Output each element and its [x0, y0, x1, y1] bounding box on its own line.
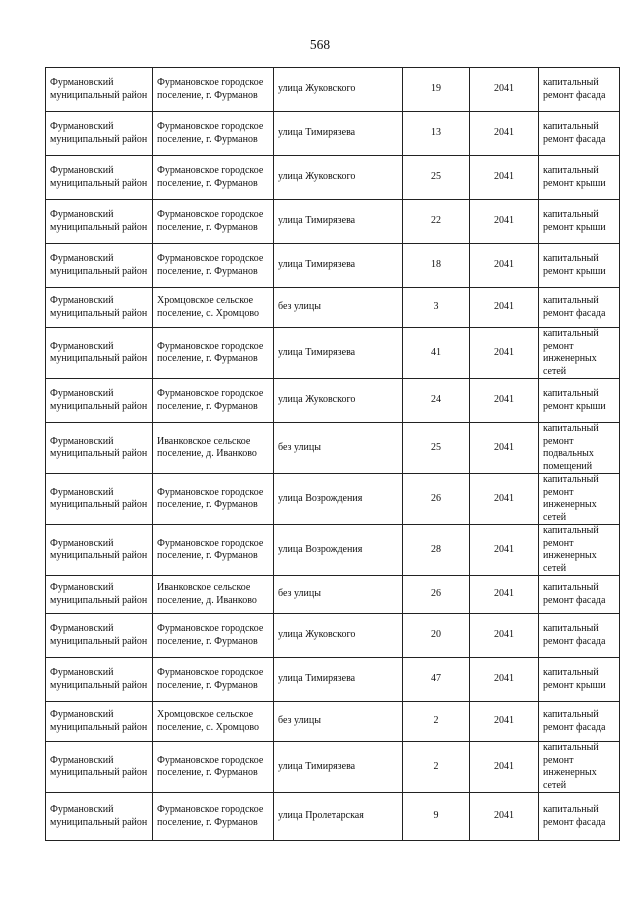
cell-year: 2041 [470, 156, 539, 200]
table-row [46, 200, 620, 244]
cell-house-number: 22 [403, 200, 470, 244]
cell-street: улица Пролетарская [274, 793, 403, 841]
cell-street: без улицы [274, 423, 403, 474]
cell-year: 2041 [470, 525, 539, 576]
cell-settlement: Фурмановское городское поселение, г. Фурманов [153, 474, 274, 525]
cell-work-type: капитальный ремонт фасада [539, 793, 620, 841]
cell-street: улица Возрождения [274, 525, 403, 576]
cell-work-type: капитальный ремонт крыши [539, 156, 620, 200]
cell-district: Фурмановский муниципальный район [46, 742, 153, 793]
cell-street: улица Жуковского [274, 614, 403, 658]
cell-work-type: капитальный ремонт фасада [539, 702, 620, 742]
cell-district: Фурмановский муниципальный район [46, 156, 153, 200]
table-row [46, 379, 620, 423]
cell-district: Фурмановский муниципальный район [46, 112, 153, 156]
cell-settlement: Фурмановское городское поселение, г. Фурманов [153, 112, 274, 156]
cell-year: 2041 [470, 742, 539, 793]
cell-district: Фурмановский муниципальный район [46, 379, 153, 423]
cell-year: 2041 [470, 702, 539, 742]
cell-house-number: 3 [403, 288, 470, 328]
cell-settlement: Фурмановское городское поселение, г. Фурманов [153, 328, 274, 379]
cell-year: 2041 [470, 288, 539, 328]
cell-year: 2041 [470, 112, 539, 156]
table-row [46, 112, 620, 156]
cell-house-number: 26 [403, 474, 470, 525]
cell-work-type: капитальный ремонт инженерных сетей [539, 474, 620, 525]
cell-year: 2041 [470, 200, 539, 244]
cell-district: Фурмановский муниципальный район [46, 328, 153, 379]
cell-year: 2041 [470, 576, 539, 614]
table-body [46, 68, 620, 841]
cell-work-type: капитальный ремонт фасада [539, 112, 620, 156]
cell-house-number: 20 [403, 614, 470, 658]
cell-settlement: Фурмановское городское поселение, г. Фурманов [153, 742, 274, 793]
cell-district: Фурмановский муниципальный район [46, 288, 153, 328]
cell-district: Фурмановский муниципальный район [46, 702, 153, 742]
cell-work-type: капитальный ремонт подвальных помещений [539, 423, 620, 474]
cell-street: улица Тимирязева [274, 200, 403, 244]
cell-work-type: капитальный ремонт крыши [539, 244, 620, 288]
table-row [46, 793, 620, 841]
cell-year: 2041 [470, 379, 539, 423]
cell-house-number: 2 [403, 742, 470, 793]
cell-year: 2041 [470, 614, 539, 658]
cell-street: улица Тимирязева [274, 328, 403, 379]
cell-year: 2041 [470, 68, 539, 112]
cell-settlement: Фурмановское городское поселение, г. Фурманов [153, 379, 274, 423]
cell-district: Фурмановский муниципальный район [46, 614, 153, 658]
cell-settlement: Фурмановское городское поселение, г. Фурманов [153, 200, 274, 244]
cell-settlement: Иванковское сельское поселение, д. Иванково [153, 423, 274, 474]
table-row [46, 474, 620, 525]
cell-year: 2041 [470, 423, 539, 474]
cell-house-number: 2 [403, 702, 470, 742]
cell-settlement: Фурмановское городское поселение, г. Фурманов [153, 658, 274, 702]
cell-district: Фурмановский муниципальный район [46, 423, 153, 474]
table-row [46, 576, 620, 614]
table-row [46, 702, 620, 742]
cell-year: 2041 [470, 658, 539, 702]
table-row [46, 525, 620, 576]
cell-district: Фурмановский муниципальный район [46, 200, 153, 244]
table-row [46, 156, 620, 200]
cell-work-type: капитальный ремонт фасада [539, 614, 620, 658]
cell-work-type: капитальный ремонт инженерных сетей [539, 742, 620, 793]
cell-year: 2041 [470, 244, 539, 288]
cell-district: Фурмановский муниципальный район [46, 474, 153, 525]
cell-house-number: 41 [403, 328, 470, 379]
repair-schedule-table [45, 67, 620, 841]
table-row [46, 244, 620, 288]
cell-street: улица Жуковского [274, 68, 403, 112]
cell-district: Фурмановский муниципальный район [46, 68, 153, 112]
table-row [46, 423, 620, 474]
cell-settlement: Хромцовское сельское поселение, с. Хромцово [153, 288, 274, 328]
cell-house-number: 47 [403, 658, 470, 702]
cell-year: 2041 [470, 793, 539, 841]
cell-work-type: капитальный ремонт инженерных сетей [539, 525, 620, 576]
table-row [46, 742, 620, 793]
cell-house-number: 25 [403, 156, 470, 200]
cell-street: улица Тимирязева [274, 244, 403, 288]
cell-district: Фурмановский муниципальный район [46, 525, 153, 576]
cell-settlement: Хромцовское сельское поселение, с. Хромцово [153, 702, 274, 742]
cell-work-type: капитальный ремонт фасада [539, 576, 620, 614]
cell-settlement: Фурмановское городское поселение, г. Фурманов [153, 156, 274, 200]
cell-house-number: 9 [403, 793, 470, 841]
cell-work-type: капитальный ремонт крыши [539, 658, 620, 702]
cell-street: улица Тимирязева [274, 658, 403, 702]
cell-settlement: Фурмановское городское поселение, г. Фурманов [153, 68, 274, 112]
table-row [46, 658, 620, 702]
cell-district: Фурмановский муниципальный район [46, 576, 153, 614]
cell-street: улица Тимирязева [274, 742, 403, 793]
cell-street: без улицы [274, 702, 403, 742]
cell-district: Фурмановский муниципальный район [46, 244, 153, 288]
cell-street: улица Жуковского [274, 379, 403, 423]
cell-district: Фурмановский муниципальный район [46, 793, 153, 841]
cell-work-type: капитальный ремонт инженерных сетей [539, 328, 620, 379]
page-number: 568 [309, 37, 331, 52]
cell-street: улица Тимирязева [274, 112, 403, 156]
cell-house-number: 24 [403, 379, 470, 423]
cell-house-number: 28 [403, 525, 470, 576]
cell-settlement: Фурмановское городское поселение, г. Фурманов [153, 244, 274, 288]
cell-year: 2041 [470, 474, 539, 525]
cell-street: без улицы [274, 288, 403, 328]
cell-settlement: Фурмановское городское поселение, г. Фурманов [153, 793, 274, 841]
cell-house-number: 25 [403, 423, 470, 474]
cell-work-type: капитальный ремонт крыши [539, 200, 620, 244]
cell-work-type: капитальный ремонт крыши [539, 379, 620, 423]
cell-work-type: капитальный ремонт фасада [539, 68, 620, 112]
cell-street: без улицы [274, 576, 403, 614]
cell-year: 2041 [470, 328, 539, 379]
cell-settlement: Фурмановское городское поселение, г. Фурманов [153, 525, 274, 576]
cell-district: Фурмановский муниципальный район [46, 658, 153, 702]
cell-house-number: 26 [403, 576, 470, 614]
cell-house-number: 19 [403, 68, 470, 112]
table-row [46, 68, 620, 112]
cell-house-number: 18 [403, 244, 470, 288]
table-row [46, 614, 620, 658]
cell-settlement: Фурмановское городское поселение, г. Фурманов [153, 614, 274, 658]
cell-house-number: 13 [403, 112, 470, 156]
cell-settlement: Иванковское сельское поселение, д. Иванково [153, 576, 274, 614]
table-row [46, 288, 620, 328]
cell-street: улица Жуковского [274, 156, 403, 200]
cell-street: улица Возрождения [274, 474, 403, 525]
cell-work-type: капитальный ремонт фасада [539, 288, 620, 328]
table-row [46, 328, 620, 379]
